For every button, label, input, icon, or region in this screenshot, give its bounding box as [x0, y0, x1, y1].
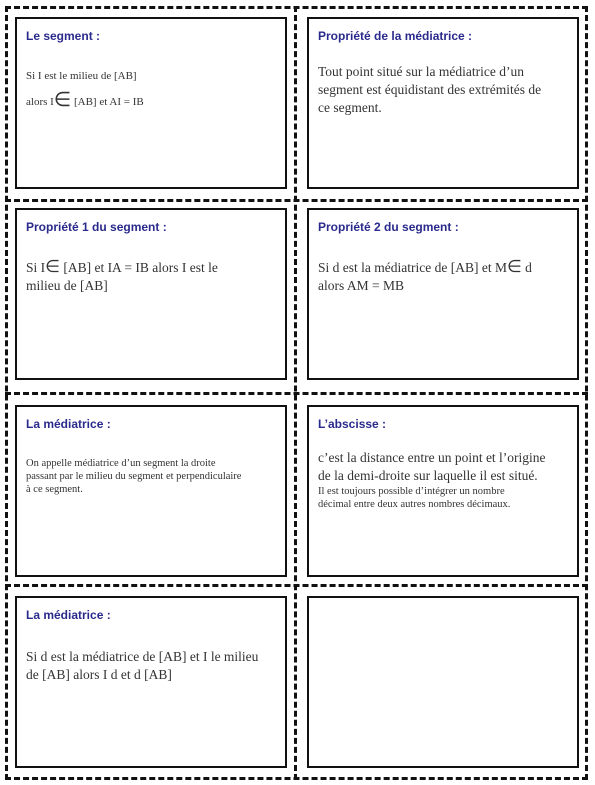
card-text-line: On appelle médiatrice d’un segment la droite: [26, 458, 216, 469]
card-text-line: alors I∈ [AB] et AI = IB: [26, 89, 144, 111]
card-title: Le segment :: [26, 29, 101, 43]
horizontal-cut-line-3: [5, 584, 588, 587]
card-text-line: Si I est le milieu de [AB]: [26, 70, 137, 82]
card-small-text-line: Il est toujours possible d’intégrer un nombre: [318, 486, 505, 497]
card-text-line: ce segment.: [318, 100, 382, 115]
card-text-line: c’est la distance entre un point et l’origine: [318, 450, 546, 465]
card-body: [318, 449, 569, 511]
card-text-line: passant par le milieu du segment et perpendiculaire: [26, 471, 242, 482]
card-empty: [307, 596, 579, 768]
card-text-line: de [AB] alors I d et d [AB]: [26, 667, 172, 682]
card-propriete-2-segment: [307, 208, 579, 380]
card-body: [26, 648, 277, 684]
card-text-line: Si I∈ [AB] et IA = IB alors I est le: [26, 257, 218, 276]
card-text-line: Si d est la médiatrice de [AB] et M∈ d: [318, 257, 532, 276]
card-text-line: alors AM = MB: [318, 278, 404, 293]
card-text-line: Si d est la médiatrice de [AB] et I le milieu: [26, 649, 259, 664]
card-propriete-1-segment: [15, 208, 287, 380]
card-title: Propriété 2 du segment :: [318, 220, 459, 234]
horizontal-cut-line-2: [5, 392, 588, 395]
card-text-line: milieu de [AB]: [26, 278, 108, 293]
card-body: [26, 259, 277, 295]
card-propriete-mediatrice: [307, 17, 579, 189]
element-of-symbol: ∈: [506, 257, 522, 276]
card-small-text-line: décimal entre deux autres nombres décimaux.: [318, 499, 511, 510]
card-title: La médiatrice :: [26, 417, 111, 431]
card-text-line: de la demi-droite sur laquelle il est situé.: [318, 468, 538, 483]
card-le-segment: [15, 17, 287, 189]
element-of-symbol: ∈: [53, 89, 72, 111]
card-body: [318, 259, 569, 295]
card-abscisse: [307, 405, 579, 577]
card-body: [26, 457, 277, 496]
card-body: [318, 63, 569, 117]
card-title: Propriété de la médiatrice :: [318, 29, 473, 43]
card-text-line: à ce segment.: [26, 484, 83, 495]
card-title: L’abscisse :: [318, 417, 387, 431]
card-la-mediatrice-propriete: [15, 596, 287, 768]
element-of-symbol: ∈: [45, 257, 60, 276]
card-body: [26, 69, 277, 110]
card-title: Propriété 1 du segment :: [26, 220, 167, 234]
card-la-mediatrice-definition: [15, 405, 287, 577]
card-text-line: Tout point situé sur la médiatrice d’un: [318, 64, 525, 79]
card-title: La médiatrice :: [26, 608, 111, 622]
card-text-line: segment est équidistant des extrémités de: [318, 82, 542, 97]
horizontal-cut-line-1: [5, 199, 588, 202]
